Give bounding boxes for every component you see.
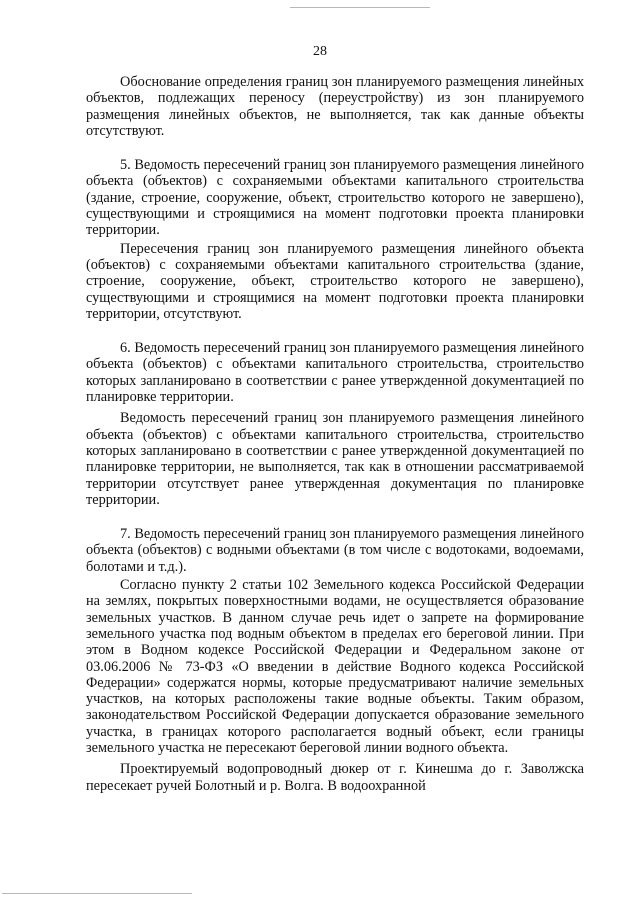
scan-artifact-bottom xyxy=(2,893,192,894)
paragraph-section-7-body: Согласно пункту 2 статьи 102 Земельного кодекса Российской Федерации на землях, покрытых поверхностными водами, не осуществляется образование земельных участков. В данном случае речь идет о запрете на формирование земельного участка под водным объектом в пределах его береговой линии. При этом в Водном кодексе Российской Федерации и Федеральном законе от 03.06.2006 № 73-ФЗ «О введении в действие Водного кодекса Российской Федерации» содержатся нормы, которые предусматривают наличие земельных участков, на которых расположены такие водные объекты. Таким образом, законодательством Российской Федерации допускается образование земельного участка, в границах которого располагается водный объект, если границы земельного участка не пересекают береговой линии водного объекта. xyxy=(86,577,584,756)
page-number: 28 xyxy=(313,44,327,59)
paragraph-section-7-heading: 7. Ведомость пересечений границ зон планируемого размещения линейного объекта (объектов) с водными объектами (в том числе с водотоками, водоемами, болотами и т.д.). xyxy=(86,526,584,575)
document-body xyxy=(86,74,584,794)
paragraph-section-5-heading: 5. Ведомость пересечений границ зон планируемого размещения линейного объекта (объектов) с сохраняемыми объектами капитального строительства (здание, строение, сооружение, объект, строительство которого не завершено), существующими и строящимися на момент подготовки проекта планировки территории. xyxy=(86,157,584,239)
paragraph-culvert: Проектируемый водопроводный дюкер от г. Кинешма до г. Заволжска пересекает ручей Болотный и р. Волга. В водоохранной xyxy=(86,761,584,794)
paragraph-section-6-body: Ведомость пересечений границ зон планируемого размещения линейного объекта (объектов) с объектами капитального строительства, строительство которых запланировано в соответствии с ранее утвержденной документацией по планировке территории, не выполняется, так как в отношении рассматриваемой территории отсутствует ранее утвержденная документация по планировке территории. xyxy=(86,410,584,508)
paragraph-section-6-heading: 6. Ведомость пересечений границ зон планируемого размещения линейного объекта (объектов) с объектами капитального строительства, строительство которых запланировано в соответствии с ранее утвержденной документацией по планировке территории. xyxy=(86,340,584,406)
scan-artifact-top xyxy=(290,7,430,8)
paragraph-justification: Обоснование определения границ зон планируемого размещения линейных объектов, подлежащих переносу (переустройству) из зон планируемого размещения линейных объектов, не выполняется, так как данные объекты отсутствуют. xyxy=(86,74,584,139)
paragraph-section-5-body: Пересечения границ зон планируемого размещения линейного объекта (объектов) с сохраняемыми объектами капитального строительства (здание, строение, сооружение, объект, строительство которого не завершено), существующими и строящимися на момент подготовки проекта планировки территории, отсутствуют. xyxy=(86,240,584,322)
